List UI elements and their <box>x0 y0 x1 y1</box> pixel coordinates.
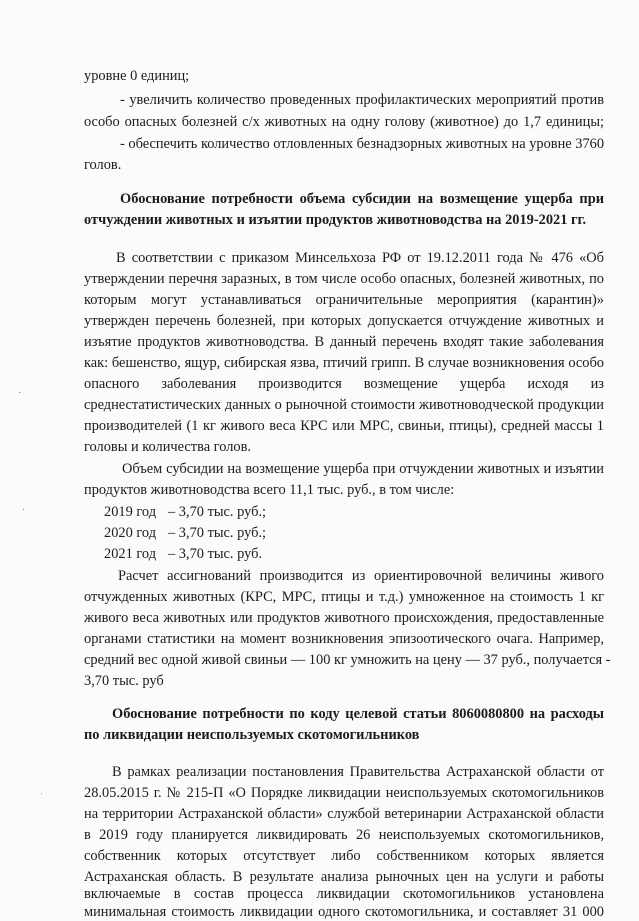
paragraph-line: изъятие продуктов животноводства. В данный перечень входят такие заболевания <box>84 334 604 350</box>
paragraph-line: Объем субсидии на возмещение ущерба при отчуждении животных и изъятии <box>122 461 604 477</box>
paragraph-line: производителей (1 кг живого веса КРС или МРС, свиньи, птицы), средней массы 1 <box>84 418 604 434</box>
paragraph-line: минимальная стоимость ликвидации одного скотомогильника, и составляет 31 000 <box>84 904 604 920</box>
paragraph-line: как: бешенство, ящур, сибирская язва, птичий грипп. В случае возникновения особо <box>84 355 604 371</box>
paragraph-line: органами статистики на момент возникновения эпизоотического очага. Например, <box>84 631 604 647</box>
paragraph-line: продуктов животноводства всего 11,1 тыс. руб., в том числе: <box>84 482 455 498</box>
scan-mark: · <box>18 388 22 399</box>
paragraph-line: живого веса животных или продуктов животного происхождения, предоставленные <box>84 610 604 626</box>
scan-mark: · <box>22 505 26 516</box>
text-line: уровне 0 единиц; <box>84 68 190 84</box>
paragraph-line: опасного заболевания производится возмещение ущерба исходя из <box>84 376 604 392</box>
paragraph-line: в 2019 году планируется ликвидировать 26 неиспользуемых скотомогильников, <box>84 827 604 843</box>
paragraph-line: 28.05.2015 г. № 215-П «О Порядке ликвидации неиспользуемых скотомогильников <box>84 785 604 801</box>
paragraph-line: Расчет ассигнований производится из ориентировочной величины живого <box>118 568 604 584</box>
text-line: особо опасных болезней с/х животных на одну голову (животное) до 1,7 единицы; <box>84 114 604 130</box>
paragraph-line: В соответствии с приказом Минсельхоза РФ от 19.12.2011 года № 476 «Об <box>116 250 604 266</box>
year-value: – 3,70 тыс. руб.; <box>168 525 267 541</box>
paragraph-line: среднестатистических данных о рыночной стоимости животноводческой продукции <box>84 397 604 413</box>
paragraph-line: которым могут устанавливаться ограничительные мероприятия (карантин)» <box>84 292 604 308</box>
paragraph-line: отчужденных животных (КРС, МРС, птицы и т.д.) умноженное на стоимость 1 кг <box>84 589 604 605</box>
text-line: голов. <box>84 157 122 173</box>
section-heading: по ликвидации неиспользуемых скотомогильников <box>84 727 420 743</box>
paragraph-line: Астраханская область. В результате анализа рыночных цен на услуги и работы <box>84 869 604 885</box>
paragraph-line: средний вес одной живой свиньи — 100 кг умножить на цену — 37 руб., получается - <box>84 652 611 668</box>
section-heading: Обоснование потребности объема субсидии на возмещение ущерба при <box>120 191 604 207</box>
paragraph-line: на территории Астраханской области» службой ветеринарии Астраханской области <box>84 806 604 822</box>
year-label: 2019 год <box>104 504 157 520</box>
paragraph-line: В рамках реализации постановления Правительства Астраханской области от <box>112 764 604 780</box>
paragraph-line: включаемые в состав процесса ликвидации скотомогильников установлена <box>84 886 604 902</box>
year-label: 2021 год <box>104 546 157 562</box>
section-heading: отчуждении животных и изъятии продуктов животноводства на 2019-2021 гг. <box>84 212 587 228</box>
text-line: - увеличить количество проведенных профилактических мероприятий против <box>120 92 604 108</box>
paragraph-line: 3,70 тыс. руб <box>84 673 164 689</box>
scan-mark: ˈ <box>40 792 44 803</box>
paragraph-line: утвержден перечень болезней, при которых допускается отчуждение животных и <box>84 313 604 329</box>
year-label: 2020 год <box>104 525 157 541</box>
paragraph-line: собственник которых отсутствует либо собственником которых является <box>84 848 604 864</box>
paragraph-line: утверждении перечня заразных, в том числе особо опасных, болезней животных, по <box>84 271 604 287</box>
paragraph-line: головы и количества голов. <box>84 439 252 455</box>
text-line: - обеспечить количество отловленных безнадзорных животных на уровне 3760 <box>120 136 605 152</box>
year-value: – 3,70 тыс. руб.; <box>168 504 267 520</box>
year-value: – 3,70 тыс. руб. <box>168 546 263 562</box>
section-heading: Обоснование потребности по коду целевой статьи 8060080800 на расходы <box>112 706 604 722</box>
